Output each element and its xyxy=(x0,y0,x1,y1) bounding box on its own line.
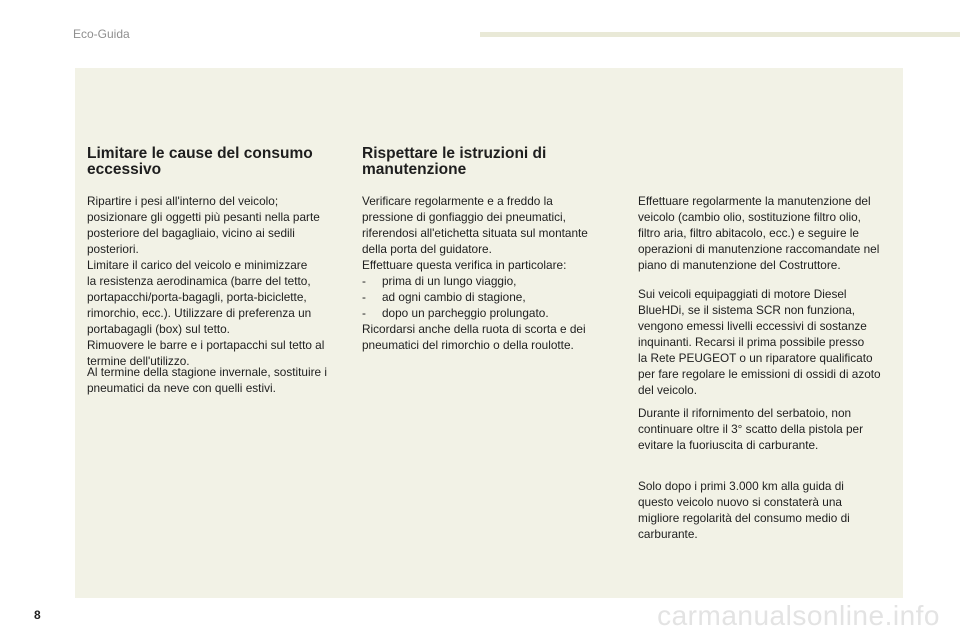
heading-line: eccessivo xyxy=(87,161,162,178)
text-line: Ricordarsi anche della ruota di scorta e dei xyxy=(362,322,586,336)
text-line: portabagagli (box) sul tetto. xyxy=(87,322,230,336)
tyre-pressure-paragraph xyxy=(362,193,612,353)
text-line: veicolo (cambio olio, sostituzione filtro olio, xyxy=(638,210,861,224)
text-line: Effettuare questa verifica in particolare: xyxy=(362,258,567,272)
heading-line: manutenzione xyxy=(362,161,467,178)
text-line: inquinanti. Recarsi il prima possibile presso xyxy=(638,335,865,349)
watermark-text: carmanualsonline.info xyxy=(657,600,940,631)
text-line: Limitare il carico del veicolo e minimizzare xyxy=(87,258,308,272)
maintenance-paragraph xyxy=(638,193,900,273)
bullet-item xyxy=(362,289,612,305)
text-line: pressione di gonfiaggio dei pneumatici, xyxy=(362,210,566,224)
section-heading-consumption xyxy=(87,146,313,178)
text-line: la Rete PEUGEOT o un riparatore qualificato xyxy=(638,351,873,365)
text-line: continuare oltre il 3° scatto della pistola per xyxy=(638,422,864,436)
text-line: posteriore del bagagliaio, vicino ai sedili xyxy=(87,226,295,240)
winter-tyres-paragraph xyxy=(87,364,347,396)
text-line: Durante il rifornimento del serbatoio, non xyxy=(638,406,852,420)
bullet-dash: - xyxy=(362,290,366,304)
text-line: piano di manutenzione del Costruttore. xyxy=(638,258,841,272)
bullet-text: prima di un lungo viaggio, xyxy=(382,274,517,288)
bullet-dash: - xyxy=(362,274,366,288)
text-line: per fare regolare le emissioni di ossidi di azoto xyxy=(638,367,881,381)
bullet-text: dopo un parcheggio prolungato. xyxy=(382,306,549,320)
text-line: la resistenza aerodinamica (barre del tetto, xyxy=(87,274,311,288)
text-line: posteriori. xyxy=(87,242,139,256)
text-line: Sui veicoli equipaggiati di motore Diesel xyxy=(638,287,847,301)
text-line: Al termine della stagione invernale, sostituire i xyxy=(87,365,327,379)
text-line: Effettuare regolarmente la manutenzione del xyxy=(638,194,871,208)
bullet-item xyxy=(362,305,612,321)
page-header-title: Eco-Guida xyxy=(73,27,130,41)
text-line: questo veicolo nuovo si constaterà una xyxy=(638,495,842,509)
text-line: vengono emessi livelli eccessivi di sostanze xyxy=(638,319,867,333)
consumption-paragraph xyxy=(87,193,347,369)
text-line: pneumatici del rimorchio o della roulotte. xyxy=(362,338,574,352)
text-line: migliore regolarità del consumo medio di xyxy=(638,511,850,525)
text-line: della porta del guidatore. xyxy=(362,242,492,256)
text-line: Verificare regolarmente e a freddo la xyxy=(362,194,553,208)
refuelling-paragraph xyxy=(638,405,900,453)
header-divider-bar xyxy=(480,32,960,37)
text-line: Ripartire i pesi all'interno del veicolo; xyxy=(87,194,279,208)
text-line: pneumatici da neve con quelli estivi. xyxy=(87,381,276,395)
text-line: carburante. xyxy=(638,527,698,541)
text-line: operazioni di manutenzione raccomandate nel xyxy=(638,242,880,256)
heading-line: Rispettare le istruzioni di xyxy=(362,145,547,162)
bullet-item xyxy=(362,273,612,289)
bullet-text: ad ogni cambio di stagione, xyxy=(382,290,526,304)
text-line: filtro aria, filtro abitacolo, ecc.) e seguire le xyxy=(638,226,859,240)
text-line: evitare la fuoriuscita di carburante. xyxy=(638,438,819,452)
bluehdi-scr-paragraph xyxy=(638,286,900,398)
break-in-paragraph xyxy=(638,478,900,542)
heading-line: Limitare le cause del consumo xyxy=(87,145,313,162)
text-line: termine dell'utilizzo. xyxy=(87,354,190,368)
text-line: rimorchio, ecc.). Utilizzare di preferenza un xyxy=(87,306,312,320)
text-line: Rimuovere le barre e i portapacchi sul tetto al xyxy=(87,338,325,352)
section-heading-maintenance xyxy=(362,146,546,178)
text-line: BlueHDi, se il sistema SCR non funziona, xyxy=(638,303,856,317)
text-line: del veicolo. xyxy=(638,383,698,397)
text-line: Solo dopo i primi 3.000 km alla guida di xyxy=(638,479,844,493)
text-line: riferendosi all'etichetta situata sul montante xyxy=(362,226,588,240)
text-line: portapacchi/porta-bagagli, porta-biciclette, xyxy=(87,290,307,304)
bullet-dash: - xyxy=(362,306,366,320)
text-line: posizionare gli oggetti più pesanti nella parte xyxy=(87,210,320,224)
page-number: 8 xyxy=(34,608,41,622)
